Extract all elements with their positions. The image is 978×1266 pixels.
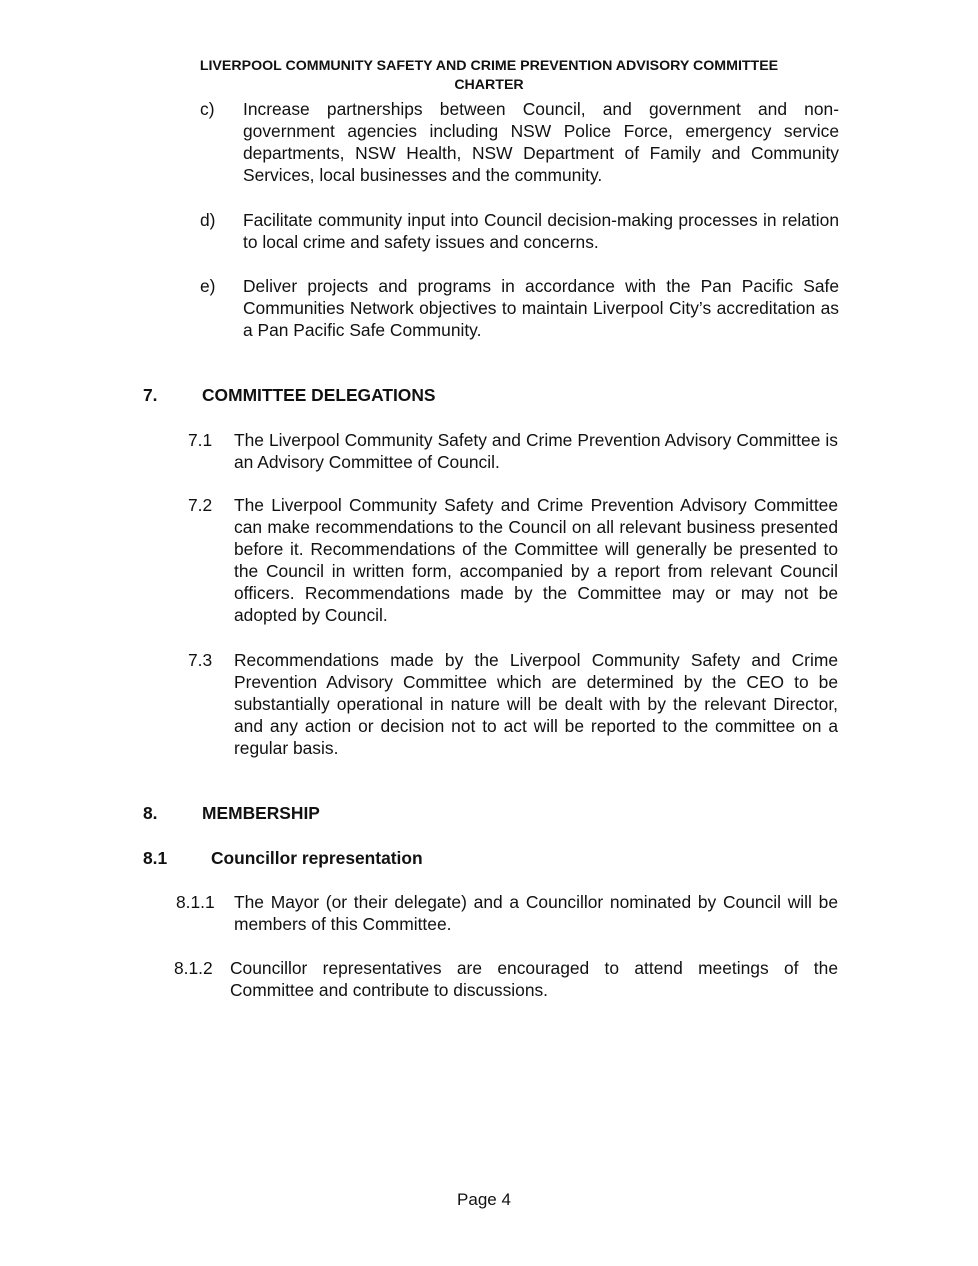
item-number: 8.1.2 [174, 958, 213, 978]
item-text: The Liverpool Community Safety and Crime Prevention Advisory Committee is an Advisory Committee of Council. [234, 430, 838, 472]
delegation-item-7-2 [188, 494, 840, 626]
objective-item-c [200, 98, 840, 186]
objective-marker: d) [200, 210, 216, 230]
objective-marker: e) [200, 276, 216, 296]
subsection-8-1-title: Councillor representation [211, 848, 423, 868]
header-title-line-2: CHARTER [454, 77, 524, 93]
section-8-title: MEMBERSHIP [202, 803, 320, 823]
document-header [140, 57, 838, 95]
item-number: 7.1 [188, 430, 213, 450]
objective-text: Increase partnerships between Council, and government and non-government agencies including NSW Police Force, emergency service departments, NSW Health, NSW Department of Family and Community Services, local businesses and the community. [243, 99, 839, 185]
section-8-heading [143, 802, 643, 824]
item-text: The Mayor (or their delegate) and a Councillor nominated by Council will be members of this Committee. [234, 892, 838, 934]
section-7-number: 7. [143, 385, 158, 405]
page-footer [0, 1189, 968, 1211]
section-7-title: COMMITTEE DELEGATIONS [202, 385, 436, 405]
item-text: Councillor representatives are encouraged to attend meetings of the Committee and contribute to discussions. [230, 958, 838, 1000]
header-title-line-1: LIVERPOOL COMMUNITY SAFETY AND CRIME PREVENTION ADVISORY COMMITTEE [199, 58, 779, 74]
item-text: The Liverpool Community Safety and Crime Prevention Advisory Committee can make recommendations to the Council on all relevant business presented before it. Recommendations of the Committee will generally be presented to the Council in written form, accompanied by a report from relevant Council officers. Recommendations made by the Committee may or may not be adopted by Council. [234, 495, 838, 625]
item-number: 7.2 [188, 495, 213, 515]
objective-marker: c) [200, 99, 215, 119]
objective-text: Deliver projects and programs in accordance with the Pan Pacific Safe Communities Network objectives to maintain Liverpool City’s accreditation as a Pan Pacific Safe Community. [243, 276, 839, 340]
subsection-8-1-number: 8.1 [143, 848, 168, 868]
membership-item-8-1-1 [176, 891, 840, 935]
delegation-item-7-3 [188, 649, 840, 759]
membership-item-8-1-2 [174, 957, 840, 1001]
section-7-heading [143, 384, 643, 406]
objective-item-d [200, 209, 840, 253]
section-8-number: 8. [143, 803, 158, 823]
page-number: Page 4 [457, 1190, 511, 1209]
item-text: Recommendations made by the Liverpool Community Safety and Crime Prevention Advisory Committee which are determined by the CEO to be substantially operational in nature will be dealt with by the relevant Director, and any action or decision not to act will be reported to the committee on a regular basis. [234, 650, 838, 758]
item-number: 8.1.1 [176, 892, 215, 912]
objective-item-e [200, 275, 840, 341]
subsection-8-1-heading [143, 847, 643, 869]
item-number: 7.3 [188, 650, 213, 670]
delegation-item-7-1 [188, 429, 840, 473]
objective-text: Facilitate community input into Council decision-making processes in relation to local crime and safety issues and concerns. [243, 210, 839, 252]
